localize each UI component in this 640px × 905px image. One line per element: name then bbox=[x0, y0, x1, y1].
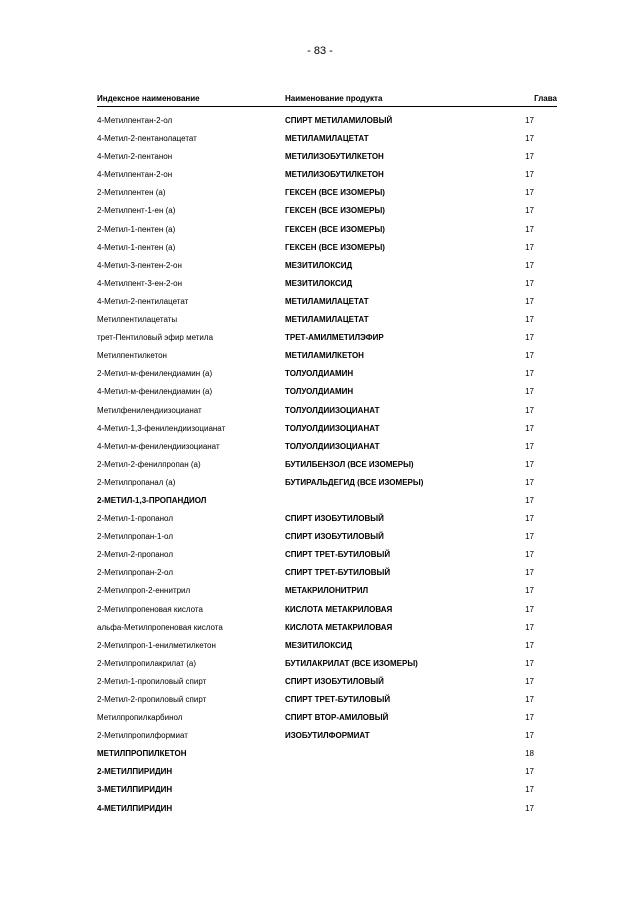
chapter-cell: 17 bbox=[525, 369, 534, 379]
index-name-cell: МЕТИЛПРОПИЛКЕТОН bbox=[97, 749, 187, 759]
chapter-cell: 17 bbox=[525, 315, 534, 325]
chapter-cell: 17 bbox=[525, 224, 534, 234]
table-row bbox=[97, 602, 557, 620]
table-row bbox=[97, 330, 557, 348]
index-name-cell: 2-Метил-1-пропанол bbox=[97, 514, 173, 524]
table-row bbox=[97, 728, 557, 746]
index-name-cell: 4-Метил-2-пентанон bbox=[97, 152, 173, 162]
product-name-cell: ГЕКСЕН (ВСЕ ИЗОМЕРЫ) bbox=[285, 224, 385, 234]
index-name-cell: 2-Метил-1-пропиловый спирт bbox=[97, 676, 207, 686]
product-name-cell: ТОЛУОЛДИАМИН bbox=[285, 369, 354, 379]
index-name-cell: 2-Метилпентен (а) bbox=[97, 188, 166, 198]
index-name-cell: трет-Пентиловый эфир метила bbox=[97, 333, 214, 343]
product-name-cell: МЕТИЛИЗОБУТИЛКЕТОН bbox=[285, 152, 384, 162]
chapter-cell: 17 bbox=[525, 550, 534, 560]
table-row bbox=[97, 366, 557, 384]
product-name-cell: СПИРТ ТРЕТ-БУТИЛОВЫЙ bbox=[285, 695, 391, 704]
table-row bbox=[97, 764, 557, 782]
chapter-cell: 17 bbox=[525, 459, 534, 469]
chapter-cell: 17 bbox=[525, 803, 534, 813]
product-name-cell: СПИРТ ТРЕТ-БУТИЛОВЫЙ bbox=[285, 550, 391, 560]
chapter-cell: 17 bbox=[525, 658, 534, 668]
product-name-cell: ГЕКСЕН (ВСЕ ИЗОМЕРЫ) bbox=[285, 188, 385, 198]
index-name-cell: Метилфенилендиизоцианат bbox=[97, 405, 202, 415]
table-header bbox=[97, 92, 557, 107]
chapter-cell: 17 bbox=[525, 604, 534, 614]
header-product-name: Наименование продукта bbox=[285, 94, 383, 103]
chapter-cell: 17 bbox=[525, 242, 534, 252]
product-name-cell: СПИРТ ИЗОБУТИЛОВЫЙ bbox=[285, 676, 384, 686]
chapter-cell: 17 bbox=[525, 586, 534, 596]
table-row bbox=[97, 149, 557, 167]
index-name-cell: 2-Метилпропан-2-ол bbox=[97, 568, 173, 578]
chapter-cell: 17 bbox=[525, 622, 534, 632]
chapter-cell: 18 bbox=[525, 749, 534, 759]
table-row bbox=[97, 583, 557, 601]
product-name-cell: МЕЗИТИЛОКСИД bbox=[285, 640, 353, 650]
table-row bbox=[97, 294, 557, 312]
chapter-cell: 17 bbox=[525, 188, 534, 198]
product-name-cell: КИСЛОТА МЕТАКРИЛОВАЯ bbox=[285, 622, 393, 632]
table-row bbox=[97, 167, 557, 185]
index-name-cell: 2-Метил-2-фенилпропан (а) bbox=[97, 459, 201, 469]
product-name-cell: МЕЗИТИЛОКСИД bbox=[285, 260, 353, 270]
chapter-cell: 17 bbox=[525, 387, 534, 397]
product-name-cell: ТОЛУОЛДИАМИН bbox=[285, 387, 354, 397]
table-row bbox=[97, 529, 557, 547]
product-name-cell: ГЕКСЕН (ВСЕ ИЗОМЕРЫ) bbox=[285, 242, 385, 252]
chapter-cell: 17 bbox=[525, 423, 534, 433]
chapter-cell: 17 bbox=[525, 296, 534, 306]
index-name-cell: 4-Метил-1,3-фенилендиизоцианат bbox=[97, 423, 226, 433]
product-name-cell: КИСЛОТА МЕТАКРИЛОВАЯ bbox=[285, 604, 393, 614]
index-name-cell: Метилпропилкарбинол bbox=[97, 713, 183, 723]
index-name-cell: 2-Метилпропанал (а) bbox=[97, 477, 176, 487]
chapter-cell: 17 bbox=[525, 767, 534, 777]
product-name-cell: МЕТИЛАМИЛАЦЕТАТ bbox=[285, 315, 369, 325]
table-row bbox=[97, 656, 557, 674]
index-name-cell: 4-Метил-2-пентилацетат bbox=[97, 296, 189, 306]
chapter-cell: 17 bbox=[525, 134, 534, 144]
product-name-cell: СПИРТ ВТОР-АМИЛОВЫЙ bbox=[285, 713, 389, 723]
product-name-cell: БУТИРАЛЬДЕГИД (ВСЕ ИЗОМЕРЫ) bbox=[285, 477, 424, 487]
chapter-cell: 17 bbox=[525, 152, 534, 162]
chapter-cell: 17 bbox=[525, 640, 534, 650]
index-name-cell: 2-Метил-2-пропиловый спирт bbox=[97, 695, 207, 704]
product-name-cell: МЕТАКРИЛОНИТРИЛ bbox=[285, 586, 369, 596]
index-name-cell: 4-Метил-м-фенилендиамин (а) bbox=[97, 387, 213, 397]
index-name-cell: 2-МЕТИЛПИРИДИН bbox=[97, 767, 173, 777]
index-name-cell: Метилпентилацетаты bbox=[97, 315, 178, 325]
chapter-cell: 17 bbox=[525, 278, 534, 288]
index-name-cell: 4-Метилпент-3-ен-2-он bbox=[97, 278, 183, 288]
chapter-cell: 17 bbox=[525, 695, 534, 704]
table-row bbox=[97, 620, 557, 638]
table-row bbox=[97, 113, 557, 131]
product-name-cell: МЕЗИТИЛОКСИД bbox=[285, 278, 353, 288]
table-row bbox=[97, 439, 557, 457]
product-name-cell: ТОЛУОЛДИИЗОЦИАНАТ bbox=[285, 423, 380, 433]
table-row bbox=[97, 222, 557, 240]
index-table bbox=[97, 92, 557, 819]
chapter-cell: 17 bbox=[525, 170, 534, 180]
product-name-cell: ТОЛУОЛДИИЗОЦИАНАТ bbox=[285, 441, 380, 451]
table-row bbox=[97, 258, 557, 276]
chapter-cell: 17 bbox=[525, 713, 534, 723]
index-name-cell: альфа-Метилпропеновая кислота bbox=[97, 622, 223, 632]
table-row bbox=[97, 674, 557, 692]
table-row bbox=[97, 384, 557, 402]
table-row bbox=[97, 240, 557, 258]
index-name-cell: 2-Метилпент-1-ен (а) bbox=[97, 206, 176, 216]
product-name-cell: СПИРТ ИЗОБУТИЛОВЫЙ bbox=[285, 514, 384, 524]
table-row bbox=[97, 131, 557, 149]
product-name-cell: СПИРТ ИЗОБУТИЛОВЫЙ bbox=[285, 532, 384, 542]
chapter-cell: 17 bbox=[525, 676, 534, 686]
chapter-cell: 17 bbox=[525, 116, 534, 125]
chapter-cell: 17 bbox=[525, 333, 534, 343]
table-row bbox=[97, 203, 557, 221]
chapter-cell: 17 bbox=[525, 405, 534, 415]
index-name-cell: 4-МЕТИЛПИРИДИН bbox=[97, 803, 173, 813]
header-index-name: Индексное наименование bbox=[97, 94, 200, 103]
chapter-cell: 17 bbox=[525, 441, 534, 451]
page-number: - 83 - bbox=[307, 45, 333, 57]
table-row bbox=[97, 348, 557, 366]
index-name-cell: 2-Метил-м-фенилендиамин (а) bbox=[97, 369, 213, 379]
index-name-cell: 4-Метил-м-фенилендиизоцианат bbox=[97, 441, 220, 451]
chapter-cell: 17 bbox=[525, 260, 534, 270]
product-name-cell: БУТИЛАКРИЛАТ (ВСЕ ИЗОМЕРЫ) bbox=[285, 658, 418, 668]
index-name-cell: 4-Метил-3-пентен-2-он bbox=[97, 260, 182, 270]
chapter-cell: 17 bbox=[525, 785, 534, 795]
table-row bbox=[97, 547, 557, 565]
product-name-cell: ТРЕТ-АМИЛМЕТИЛЭФИР bbox=[285, 333, 384, 343]
index-name-cell: 2-Метилпропилакрилат (а) bbox=[97, 658, 197, 668]
table-row bbox=[97, 782, 557, 800]
chapter-cell: 17 bbox=[525, 206, 534, 216]
product-name-cell: МЕТИЛАМИЛАЦЕТАТ bbox=[285, 134, 369, 144]
product-name-cell: МЕТИЛАМИЛАЦЕТАТ bbox=[285, 296, 369, 306]
index-name-cell: 4-Метил-2-пентанолацетат bbox=[97, 134, 197, 144]
header-chapter: Глава bbox=[534, 94, 557, 103]
table-row bbox=[97, 710, 557, 728]
table-row bbox=[97, 475, 557, 493]
product-name-cell: БУТИЛБЕНЗОЛ (ВСЕ ИЗОМЕРЫ) bbox=[285, 459, 414, 469]
chapter-cell: 17 bbox=[525, 477, 534, 487]
chapter-cell: 17 bbox=[525, 731, 534, 741]
index-name-cell: 4-Метилпентан-2-ол bbox=[97, 116, 173, 125]
chapter-cell: 17 bbox=[525, 495, 534, 505]
table-row bbox=[97, 565, 557, 583]
index-name-cell: 2-Метилпропеновая кислота bbox=[97, 604, 203, 614]
product-name-cell: СПИРТ ТРЕТ-БУТИЛОВЫЙ bbox=[285, 568, 391, 578]
index-name-cell: 2-Метилпроп-2-еннитрил bbox=[97, 586, 191, 596]
table-row bbox=[97, 511, 557, 529]
product-name-cell: СПИРТ МЕТИЛАМИЛОВЫЙ bbox=[285, 116, 393, 125]
index-name-cell: 2-МЕТИЛ-1,3-ПРОПАНДИОЛ bbox=[97, 495, 207, 505]
table-row bbox=[97, 276, 557, 294]
table-row bbox=[97, 746, 557, 764]
index-name-cell: 2-Метилпроп-1-енилметилкетон bbox=[97, 640, 216, 650]
table-row bbox=[97, 493, 557, 511]
product-name-cell: ГЕКСЕН (ВСЕ ИЗОМЕРЫ) bbox=[285, 206, 385, 216]
table-body bbox=[97, 107, 557, 819]
index-name-cell: 2-Метил-1-пентен (а) bbox=[97, 224, 176, 234]
table-row bbox=[97, 312, 557, 330]
index-name-cell: 2-Метилпропилформиат bbox=[97, 731, 188, 741]
chapter-cell: 17 bbox=[525, 514, 534, 524]
index-name-cell: 4-Метил-1-пентен (а) bbox=[97, 242, 176, 252]
chapter-cell: 17 bbox=[525, 532, 534, 542]
chapter-cell: 17 bbox=[525, 351, 534, 361]
chapter-cell: 17 bbox=[525, 568, 534, 578]
table-row bbox=[97, 421, 557, 439]
product-name-cell: МЕТИЛАМИЛКЕТОН bbox=[285, 351, 364, 361]
table-row bbox=[97, 457, 557, 475]
product-name-cell: ТОЛУОЛДИИЗОЦИАНАТ bbox=[285, 405, 380, 415]
index-name-cell: 4-Метилпентан-2-он bbox=[97, 170, 173, 180]
index-name-cell: 2-Метил-2-пропанол bbox=[97, 550, 173, 560]
table-row bbox=[97, 692, 557, 710]
index-name-cell: 3-МЕТИЛПИРИДИН bbox=[97, 785, 173, 795]
table-row bbox=[97, 638, 557, 656]
table-row bbox=[97, 185, 557, 203]
product-name-cell: ИЗОБУТИЛФОРМИАТ bbox=[285, 731, 370, 741]
index-name-cell: Метилпентилкетон bbox=[97, 351, 167, 361]
table-row bbox=[97, 403, 557, 421]
product-name-cell: МЕТИЛИЗОБУТИЛКЕТОН bbox=[285, 170, 384, 180]
table-row bbox=[97, 801, 557, 819]
index-name-cell: 2-Метилпропан-1-ол bbox=[97, 532, 173, 542]
